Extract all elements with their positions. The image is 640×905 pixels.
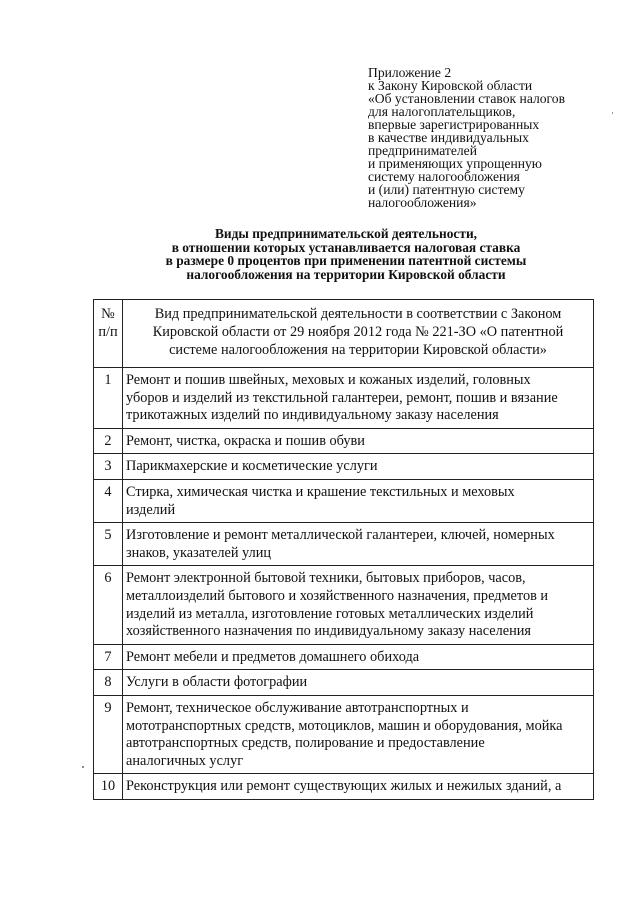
table-header-row: [94, 300, 594, 368]
table-row: [94, 368, 594, 429]
activity-line: Ремонт, техническое обслуживание автотранспортных и: [126, 699, 469, 716]
table-row: [94, 523, 594, 566]
activity-line: знаков, указателей улиц: [126, 544, 272, 561]
title-line: в размере 0 процентов при применении патентной системы: [165, 253, 527, 268]
row-number: 2: [94, 428, 123, 454]
appendix-line: систему налогообложения: [368, 169, 520, 184]
header-activity-line: Кировской области от 29 ноября 2012 года № 221-ЗО «О патентной: [152, 324, 564, 340]
activity-line: изделий: [126, 501, 176, 518]
title-line: в отношении которых устанавливается налоговая ставка: [171, 239, 521, 255]
row-number: 5: [94, 523, 123, 566]
header-activity-cell: [123, 300, 594, 368]
table-row: [94, 479, 594, 522]
activity-line: изделий из металла, изготовление готовых металлических изделий: [126, 605, 534, 622]
activity-line: Ремонт и пошив швейных, меховых и кожаных изделий, головных: [126, 372, 531, 388]
appendix-line: в качестве индивидуальных: [368, 130, 529, 145]
activity-line: трикотажных изделий по индивидуальному заказу населения: [126, 407, 499, 424]
row-activity: [123, 670, 594, 696]
activity-line: Услуги в области фотографии: [126, 674, 308, 691]
row-activity: [123, 454, 594, 480]
table-row: [94, 454, 594, 480]
header-number-cell: [94, 300, 123, 368]
row-activity: [123, 479, 594, 522]
activity-line: Ремонт мебели и предметов домашнего обихода: [126, 648, 420, 665]
activity-line: Стирка, химическая чистка и крашение текстильных и меховых: [126, 483, 515, 500]
header-activity-line: системе налогообложения на территории Кировской области»: [169, 342, 547, 358]
activity-line: металлоизделий бытового и хозяйственного назначения, предметов и: [126, 587, 549, 604]
header-activity-line: Вид предпринимательской деятельности в соответствии с Законом: [154, 306, 562, 322]
appendix-line: для налогоплательщиков,: [368, 104, 516, 119]
table-row: [94, 670, 594, 696]
activity-line: Ремонт электронной бытовой техники, бытовых приборов, часов,: [126, 570, 526, 587]
appendix-line: впервые зарегистрированных: [368, 117, 540, 132]
appendix-line: к Закону Кировской области: [368, 78, 533, 93]
title-line: налогообложения на территории Кировской области: [186, 266, 506, 282]
row-number: 7: [94, 644, 123, 670]
appendix-line: «Об установлении ставок налогов: [368, 91, 566, 106]
row-activity: [123, 523, 594, 566]
table-row: [94, 774, 594, 800]
row-number: 3: [94, 454, 123, 480]
document-title: [96, 227, 596, 281]
header-number-line: п/п: [98, 324, 118, 340]
appendix-line: и (или) патентную систему: [368, 182, 525, 197]
activity-line: хозяйственного назначения по индивидуальному заказу населения: [126, 623, 531, 640]
activities-table: [93, 299, 594, 800]
appendix-line: Приложение 2: [368, 65, 452, 80]
scan-speck: [612, 112, 613, 114]
table-row: [94, 695, 594, 773]
row-number: 8: [94, 670, 123, 696]
table-row: [94, 644, 594, 670]
row-activity: [123, 774, 594, 800]
header-number-line: №: [101, 306, 115, 322]
activity-line: мототранспортных средств, мотоциклов, машин и оборудования, мойка: [126, 717, 563, 734]
row-number: 6: [94, 566, 123, 644]
title-line: Виды предпринимательской деятельности,: [214, 226, 478, 241]
activity-line: автотранспортных средств, полирование и предоставление: [126, 735, 485, 752]
appendix-line: налогообложения»: [368, 195, 477, 210]
row-number: 4: [94, 479, 123, 522]
row-activity: [123, 428, 594, 454]
activity-line: уборов и изделий из текстильной галантереи, ремонт, пошив и вязание: [126, 389, 558, 406]
appendix-line: и применяющих упрощенную: [368, 156, 542, 171]
appendix-note: [368, 66, 618, 209]
row-activity: [123, 566, 594, 644]
activity-line: Реконструкция или ремонт существующих жилых и нежилых зданий, а: [126, 778, 562, 795]
row-number: 1: [94, 368, 123, 429]
activity-line: Изготовление и ремонт металлической галантереи, ключей, номерных: [126, 527, 555, 544]
row-activity: [123, 644, 594, 670]
row-number: 10: [94, 774, 123, 800]
row-activity: [123, 368, 594, 429]
row-number: 9: [94, 695, 123, 773]
table-row: [94, 566, 594, 644]
row-activity: [123, 695, 594, 773]
appendix-line: предпринимателей: [368, 143, 477, 158]
scan-speck: [82, 766, 84, 768]
activity-line: Ремонт, чистка, окраска и пошив обуви: [126, 432, 365, 449]
activity-line: аналогичных услуг: [126, 752, 244, 769]
table-row: [94, 428, 594, 454]
activity-line: Парикмахерские и косметические услуги: [126, 458, 378, 475]
